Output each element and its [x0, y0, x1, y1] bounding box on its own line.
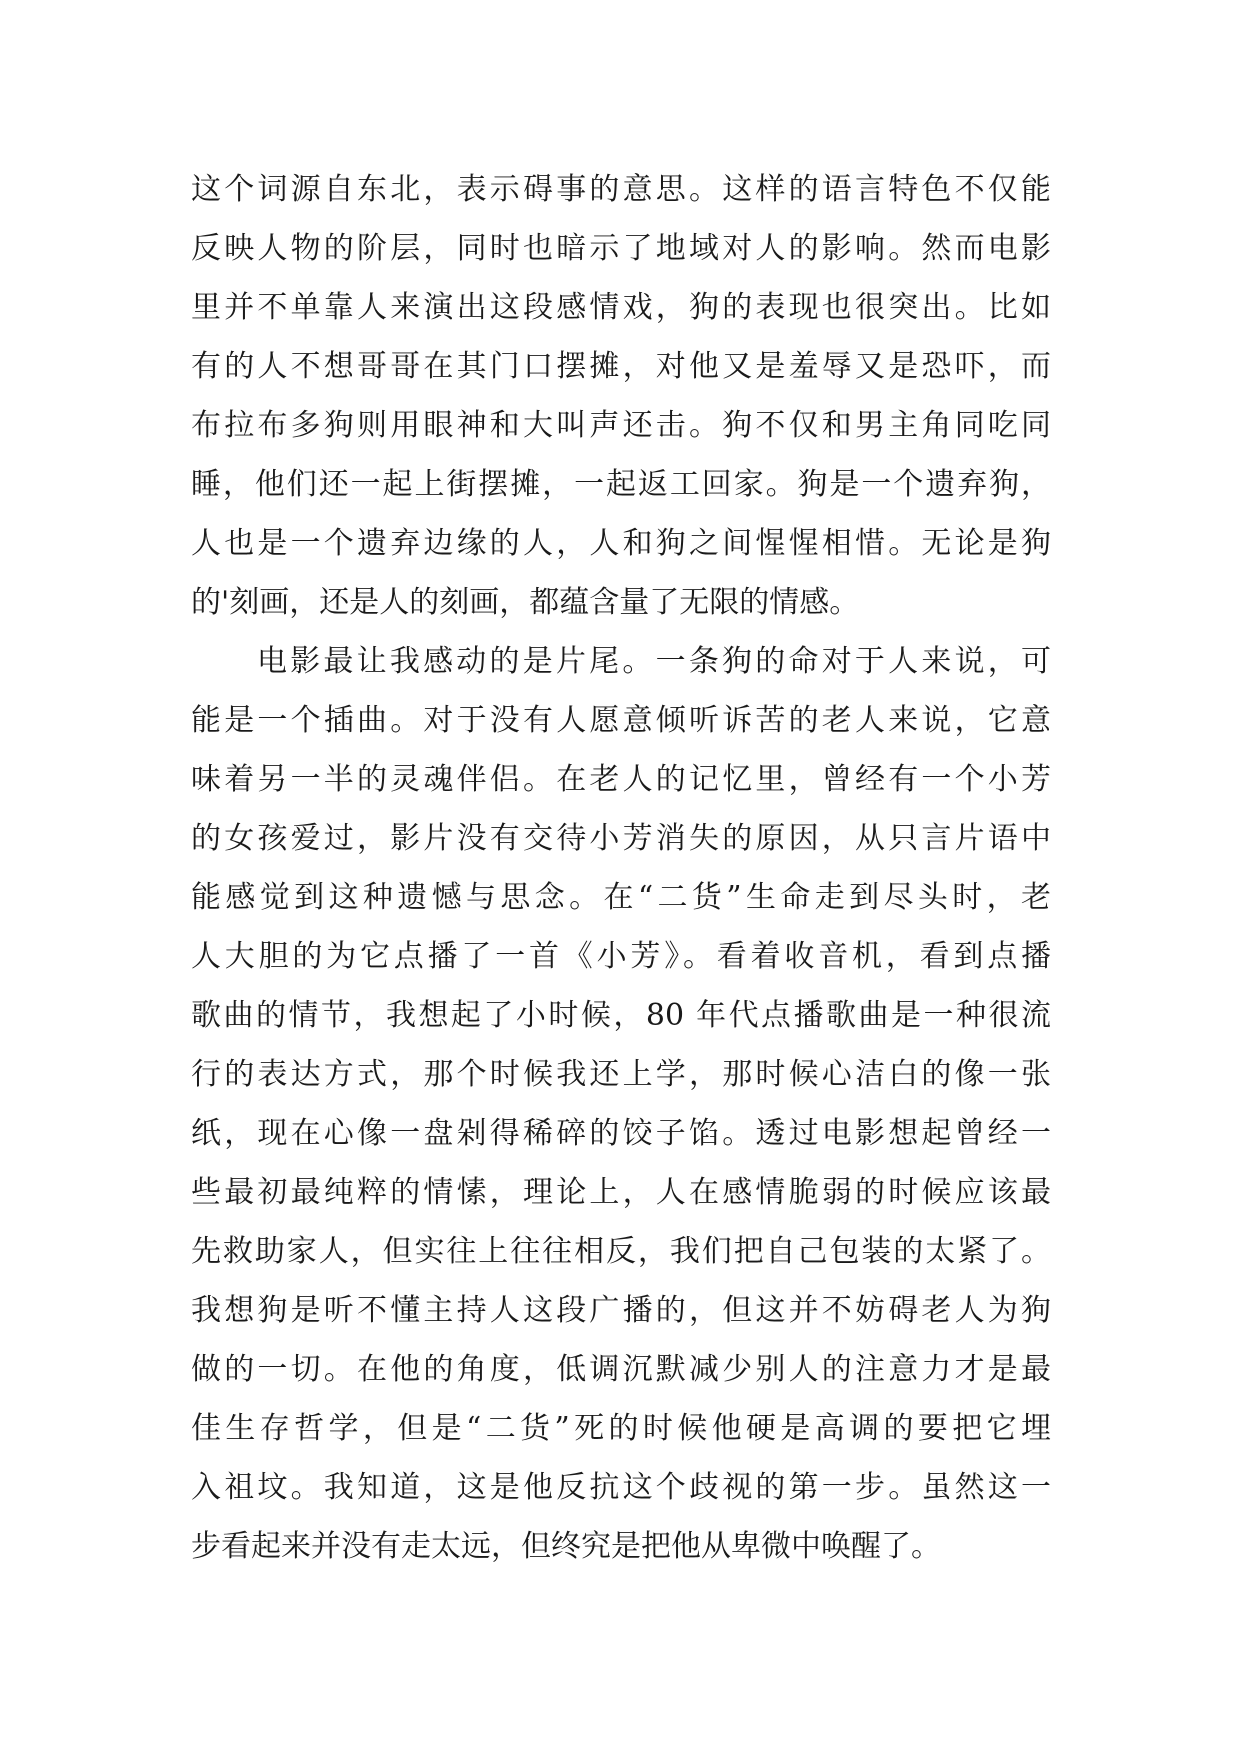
- text-line: 纸，现在心像一盘剁得稀碎的饺子馅。透过电影想起曾经一: [191, 1116, 1051, 1151]
- paragraph-end-line: 步看起来并没有走太远，但终究是把他从卑微中唤醒了。: [191, 1529, 941, 1564]
- text-line: 人也是一个遗弃边缘的人，人和狗之间惺惺相惜。无论是狗: [191, 526, 1051, 561]
- text-line: 先救助家人，但实往上往往相反，我们把自己包装的太紧了。: [191, 1234, 1051, 1269]
- text-line: 有的人不想哥哥在其门口摆摊，对他又是羞辱又是恐吓，而: [191, 349, 1051, 384]
- text-line: 睡，他们还一起上街摆摊，一起返工回家。狗是一个遗弃狗，: [191, 467, 1051, 502]
- body-text: [191, 160, 1051, 1576]
- paragraph-end-line: 的'刻画，还是人的刻画，都蕴含量了无限的情感。: [191, 585, 860, 620]
- paragraph-first-line: 电影最让我感动的是片尾。一条狗的命对于人来说，可: [257, 644, 1051, 679]
- text-line: 布拉布多狗则用眼神和大叫声还击。狗不仅和男主角同吃同: [191, 408, 1051, 443]
- text-line: 反映人物的阶层，同时也暗示了地域对人的影响。然而电影: [191, 231, 1051, 266]
- text-line: 人大胆的为它点播了一首《小芳》。看着收音机，看到点播: [191, 939, 1051, 974]
- text-line: 的女孩爱过，影片没有交待小芳消失的原因，从只言片语中: [191, 821, 1051, 856]
- text-line: 行的表达方式，那个时候我还上学，那时候心洁白的像一张: [191, 1057, 1051, 1092]
- text-line: 佳生存哲学，但是“二货”死的时候他硬是高调的要把它埋: [191, 1411, 1051, 1446]
- text-line: 味着另一半的灵魂伴侣。在老人的记忆里，曾经有一个小芳: [191, 762, 1051, 797]
- text-line: 入祖坟。我知道，这是他反抗这个歧视的第一步。虽然这一: [191, 1470, 1051, 1505]
- text-line: 歌曲的情节，我想起了小时候，80 年代点播歌曲是一种很流: [191, 998, 1051, 1033]
- text-line: 里并不单靠人来演出这段感情戏，狗的表现也很突出。比如: [191, 290, 1051, 325]
- text-line: 这个词源自东北，表示碍事的意思。这样的语言特色不仅能: [191, 172, 1051, 207]
- text-line: 做的一切。在他的角度，低调沉默减少别人的注意力才是最: [191, 1352, 1051, 1387]
- text-line: 能是一个插曲。对于没有人愿意倾听诉苦的老人来说，它意: [191, 703, 1051, 738]
- text-line: 我想狗是听不懂主持人这段广播的，但这并不妨碍老人为狗: [191, 1293, 1051, 1328]
- text-line: 能感觉到这种遗憾与思念。在“二货”生命走到尽头时，老: [191, 880, 1051, 915]
- text-line: 些最初最纯粹的情愫，理论上，人在感情脆弱的时候应该最: [191, 1175, 1051, 1210]
